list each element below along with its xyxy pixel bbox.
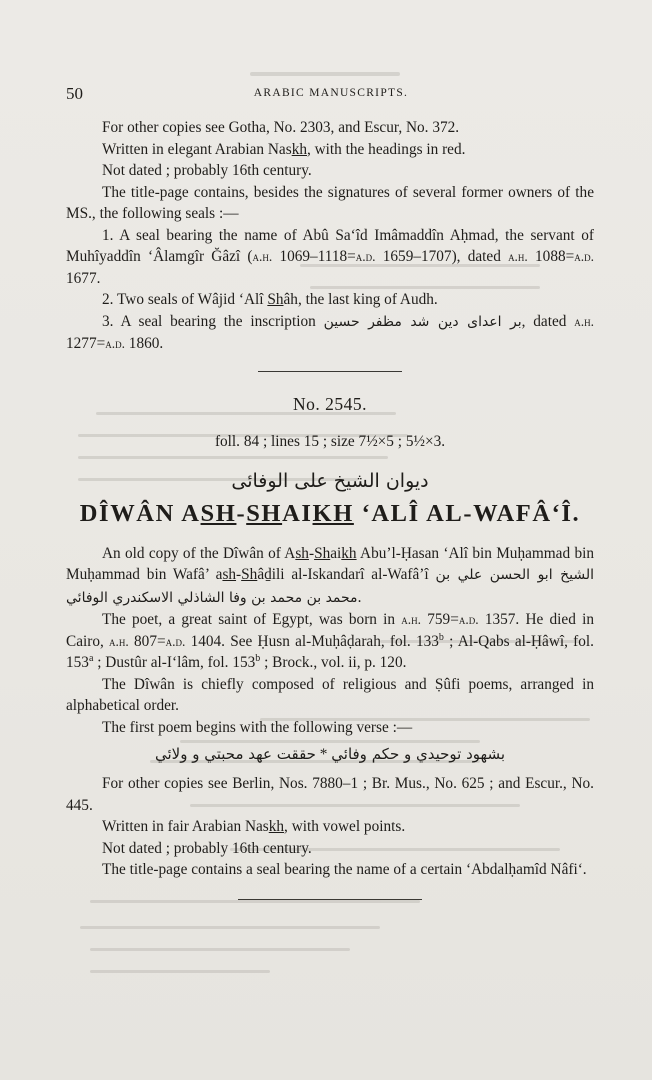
date-note: Not dated ; probably 16th century. xyxy=(102,839,312,857)
entry-title: DÎWÂN ASH-SHAIKH ‘ALÎ AL-WAFÂ‘Î. xyxy=(79,499,581,527)
arabic-title: ديوان الشيخ على الوفائى xyxy=(231,469,429,492)
other-copies: For other copies see Berlin, Nos. 7880–1 ; Br. Mus., No. 625 ; and Escur., No. 445. xyxy=(66,775,594,814)
seal-note: The title-page contains a seal bearing the name of a certain ‘Abdalḥamîd Nâfi‘. xyxy=(102,861,587,878)
collation: foll. 84 ; lines 15 ; size 7½×5 ; 5½×3. xyxy=(214,433,446,450)
first-poem-intro: The first poem begins with the following verse :— xyxy=(102,718,413,736)
verse-hemistich-2: بشهود توحيدي و حكم وفائي xyxy=(331,745,506,763)
description-para: An old copy of the Dîwân of Ash-Shaikh Abu’l-Ḥasan ‘Alî bin Muḥammad bin Muḥammad bin Wafâ’ ash-Shâḏili al-Iskandarî al-Wafâ’î الشيخ ابو الحسن علي بن محمد بن محمد بن وفا الشاذلي الاسكندري الوفائي. xyxy=(66,544,594,606)
seal-inscription-arabic: بر اعدای دین شد مظفر حسین xyxy=(323,313,522,330)
verse-hemistich-1: حققت عهد محبتي و ولائي xyxy=(154,745,316,763)
prev-date: Not dated ; probably 16th century. xyxy=(102,162,312,179)
page-header xyxy=(66,84,596,106)
seal-item-1: 1. A seal bearing the name of Abû Sa‘îd Imâmaddîn Aḥmad, the servant of Muhîyaddîn ‘Âlamgîr Ğâzî (a.h. 1069–1118=a.d. 1659–1707), dated a.h. 1088=a.d. 1677. xyxy=(66,226,594,287)
biography-para: The poet, a great saint of Egypt, was born in a.h. 759=a.d. 1357. He died in Cairo, a.h. 807=a.d. 1404. See Ḥusn al-Muḥâḍarah, fol. 133$^b$ ; Al-Qabs al-Ḥâwî, fol. 153$^a$ ; Dustûr al-I‘lâm, fol. 153$^b$ ; Brock., vol. ii, p. 120. xyxy=(66,611,594,671)
entry-number: No. 2545. xyxy=(292,393,367,414)
first-verse xyxy=(66,742,594,767)
seal-item-2: 2. Two seals of Wâjid ‘Alî Shâh, the last king of Audh. xyxy=(102,291,438,308)
prev-other-copies: For other copies see Gotha, No. 2303, and Escur, No. 372. xyxy=(102,119,460,136)
section-divider xyxy=(258,371,402,372)
page-body xyxy=(66,117,594,900)
running-title: ARABIC MANUSCRIPTS. xyxy=(253,87,409,99)
prev-written: Written in elegant Arabian Naskh, with the headings in red. xyxy=(102,140,466,158)
verse-separator: * xyxy=(319,746,328,763)
seal-item-3: 3. A seal bearing the inscription بر اعدای دین شد مظفر حسین, dated a.h. 1277=a.d. 1860. xyxy=(66,312,594,352)
prev-title-page: The title-page contains, besides the signatures of several former owners of the MS., the following seals :— xyxy=(66,183,594,222)
written-note: Written in fair Arabian Naskh, with vowel points. xyxy=(102,818,406,835)
end-divider xyxy=(238,899,422,900)
contents-para: The Dîwân is chiefly composed of religious and Ṣûfi poems, arranged in alphabetical order. xyxy=(66,675,594,714)
author-name-arabic: الشيخ ابو الحسن علي بن محمد بن محمد بن وفا الشاذلي الاسكندري الوفائي xyxy=(66,567,594,606)
page-number: 50 xyxy=(66,84,83,103)
